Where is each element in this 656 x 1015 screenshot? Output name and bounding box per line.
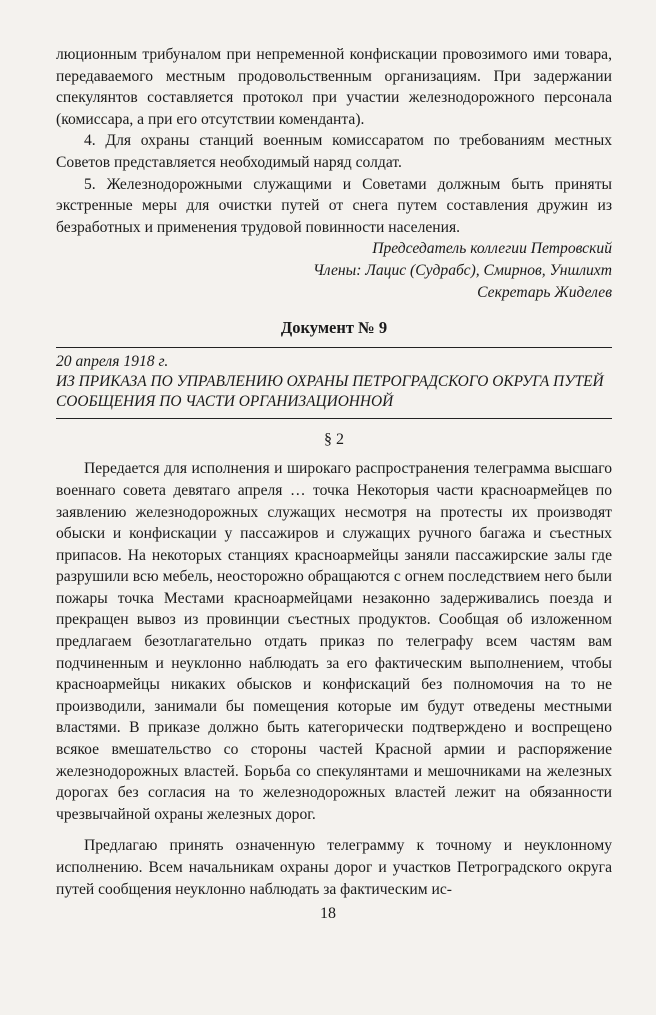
paragraph-continued: люционным трибуналом при непременной конфискации провозимого ими товара, передаваемого местным продовольственным организациям. При задержании спекулянтов составляется протокол при участии железнодорожного персонала (комиссара, а при его отсутствии коменданта). bbox=[56, 46, 612, 128]
signature-secretary: Секретарь Жиделев bbox=[477, 283, 612, 301]
document-header bbox=[56, 347, 612, 419]
page-content bbox=[56, 44, 612, 900]
signature-chairman: Председатель коллегии Петровский bbox=[372, 240, 612, 258]
body-paragraph-1: Передается для исполнения и широкаго распространения телеграмма высшаго военнаго совета девятаго апреля … точка Некоторыя части красноармейцев по заявлению железнодорожных служащих несмотря на протесты их производят обыски и конфискации у пассажиров и служащих ручного багажа и съестных припасов. На некоторых станциях красноармейцы заняли пассажирские залы где разрушили всю мебель, неосторожно обращаются с огнем последствием него были пожары точка Местами красноармейцами незаконно задерживались поезда и прекращен вывоз из провинции съестных продуктов. Сообщая об изложенном предлагаем безотлагательно отдать приказ по телеграфу всем частям вам подчиненным и неуклонно наблюдать за его фактическим выполнением, чтобы красноармейцы никаких обысков и конфискаций без полномочия на то не производили, занимали бы помещения которые им будут отведены местными властями. В приказе должно быть категорически подтверждено и воспрещено всякое вмешательство со стороны частей Красной армии и распоряжение железнодорожных властей. Борьба со спекулянтами и мешочниками на железных дорогах без согласия на то железнодорожных властей лежит на обязанности чрезвычайной охраны железных дорог. bbox=[56, 460, 612, 823]
signature-members: Члены: Лацис (Судрабс), Смирнов, Уншлихт bbox=[313, 261, 612, 279]
paragraph-item-5: 5. Железнодорожными служащими и Советами должным быть приняты экстренные меры для очистки путей от снега путем составления дружин из безработных и применения трудовой повинности населения. bbox=[56, 175, 612, 236]
document-heading: ИЗ ПРИКАЗА ПО УПРАВЛЕНИЮ ОХРАНЫ ПЕТРОГРАДСКОГО ОКРУГА ПУТЕЙ СООБЩЕНИЯ ПО ЧАСТИ ОРГАНИЗАЦИОННОЙ bbox=[56, 372, 604, 410]
document-date: 20 апреля 1918 г. bbox=[56, 352, 169, 370]
body-paragraph-2: Предлагаю принять означенную телеграмму к точному и неуклонному исполнению. Всем начальникам охраны дорог и участков Петроградского округа путей сообщения неуклонно наблюдать за фактическим ис- bbox=[56, 837, 612, 898]
document-title: Документ № 9 bbox=[280, 318, 388, 338]
page-number: 18 bbox=[320, 905, 336, 922]
section-mark: § 2 bbox=[324, 430, 344, 448]
paragraph-item-4: 4. Для охраны станций военным комиссаратом по требованиям местных Советов представляется необходимый наряд солдат. bbox=[56, 132, 612, 171]
